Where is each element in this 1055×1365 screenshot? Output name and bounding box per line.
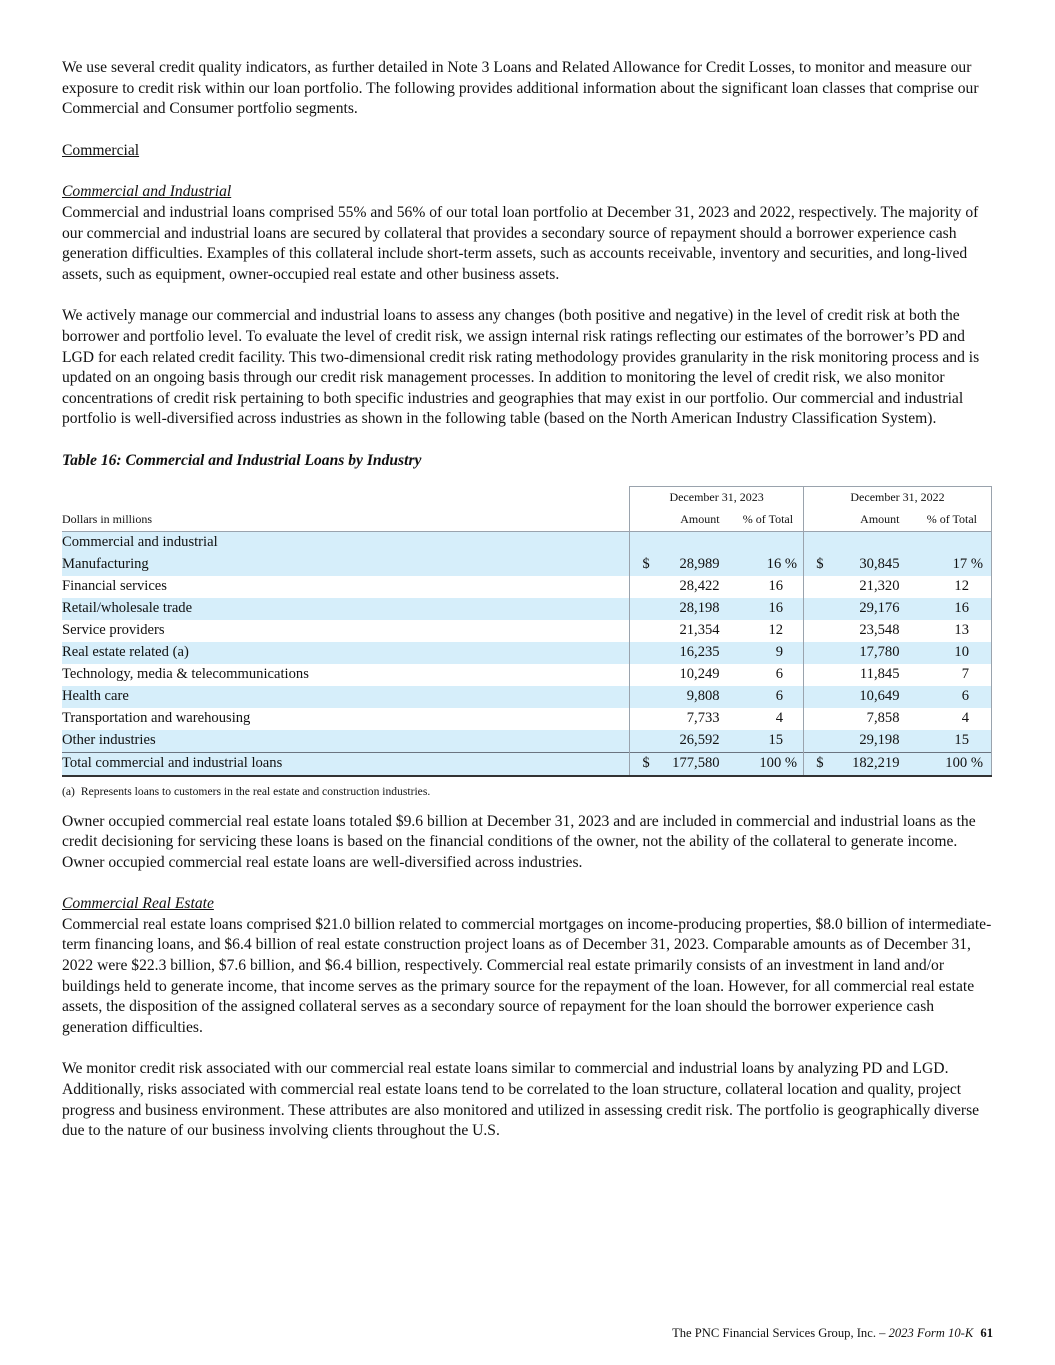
pct-2023: 6: [775, 666, 784, 682]
amount-2023: 16,235: [650, 642, 720, 664]
pct-2023-header: % of Total: [720, 509, 804, 532]
amount-2022: 7,858: [866, 710, 900, 726]
pct-2022: 4: [900, 708, 992, 730]
pct-2022: 10: [900, 642, 992, 664]
commercial-heading: Commercial: [62, 141, 140, 159]
ci-paragraph-2: We actively manage our commercial and industrial loans to assess any changes (both positive and negative) in the level of credit risk at both the borrower and portfolio level. To evaluate the level of credit risk, we assign internal risk ratings reflecting our estimates of the borrower’s PD and LGD for each related credit facility. This two-dimensional credit risk rating methodology provides granularity in the risk monitoring process and is updated on an ongoing basis through our credit risk management processes. In addition to monitoring the level of credit risk, we also monitor concentrations of credit risk pertaining to both specific industries and geographies that may exist in our portfolio. Our commercial and industrial portfolio is well-diversified across industries as shown in the following table (based on the North American Industry Classification System).: [62, 307, 980, 428]
amount-2022: 21,320: [859, 578, 900, 594]
ci-paragraph-1: Commercial and industrial loans comprised 55% and 56% of our total loan portfolio at December 31, 2023 and 2022, respectively. The majority of our commercial and industrial loans are secured by collateral that provides a secondary source of repayment should a borrower experience cash generation difficulties. Examples of this collateral include short-term assets, such as accounts receivable, inventory and securities, and long-lived assets, such as equipment, owner-occupied real estate and other business assets.: [62, 203, 979, 283]
amount-2022: 23,548: [859, 622, 900, 638]
table-caption: Table 16: Commercial and Industrial Loans by Industry: [62, 451, 422, 469]
currency-2022: [804, 664, 824, 686]
amount-2023: 26,592: [650, 730, 720, 753]
total-currency-2022: $: [804, 752, 824, 776]
currency-2022: [804, 598, 824, 620]
ci-heading: Commercial and Industrial: [62, 183, 232, 201]
pct-2023: 4: [775, 710, 784, 726]
currency-2022: [804, 686, 824, 708]
currency-2023: [630, 576, 650, 598]
ci-loans-table: [62, 486, 992, 777]
pct-2022: 16: [900, 598, 992, 620]
total-currency-2023: $: [630, 752, 650, 776]
currency-2023: [630, 620, 650, 642]
currency-2023: [630, 664, 650, 686]
table-row: [62, 554, 992, 576]
total-pct-2022: 100 %: [900, 752, 992, 776]
pct-2023: 16: [720, 598, 804, 620]
owner-occupied-paragraph: Owner occupied commercial real estate loans totaled $9.6 billion at December 31, 2023 and are included in commercial and industrial loans as the credit decisioning for servicing these loans is based on the financial conditions of the owner, not the ability of the collateral to generate income. Owner occupied commercial real estate loans are well-diversified across industries.: [62, 812, 976, 871]
pct-2023: 16: [768, 578, 784, 594]
row-label: Financial services: [62, 578, 167, 594]
pct-2023: 15: [720, 730, 804, 753]
pct-2023: 16 %: [720, 554, 804, 576]
units-label: Dollars in millions: [62, 509, 630, 532]
footer-form: 2023 Form 10-K: [888, 1326, 974, 1340]
currency-2023: [630, 730, 650, 753]
table-row: [62, 642, 992, 664]
pct-2022: 12: [900, 576, 992, 598]
table-footnote: [62, 785, 994, 798]
amount-2023: 28,422: [679, 578, 720, 594]
currency-2022: $: [804, 554, 824, 576]
amount-2023: 21,354: [679, 622, 720, 638]
pct-2022: 13: [900, 620, 992, 642]
row-label: Health care: [62, 686, 630, 708]
amount-2022: 29,176: [824, 598, 900, 620]
amount-2022: 17,780: [824, 642, 900, 664]
total-amount-2023: 177,580: [650, 752, 720, 776]
pct-2022: 15: [900, 730, 992, 753]
table-row: [62, 730, 992, 753]
table-body: [62, 554, 992, 753]
total-label: Total commercial and industrial loans: [62, 752, 630, 776]
page-footer: [672, 1326, 993, 1341]
total-pct-2023: 100 %: [720, 752, 804, 776]
amount-2022: 29,198: [824, 730, 900, 753]
row-label: Other industries: [62, 730, 630, 753]
amount-2022: 11,845: [859, 666, 900, 682]
currency-2023: $: [630, 554, 650, 576]
amount-2022-header: Amount: [824, 509, 900, 532]
table-row: [62, 598, 992, 620]
currency-2022: [804, 576, 824, 598]
pct-2023: 9: [720, 642, 804, 664]
row-label: Technology, media & telecommunications: [62, 666, 309, 682]
row-label: Retail/wholesale trade: [62, 598, 630, 620]
section-label: Commercial and industrial: [62, 531, 630, 554]
table-row: [62, 664, 992, 686]
total-row: [62, 752, 992, 776]
currency-2022: [804, 620, 824, 642]
table-row: [62, 576, 992, 598]
table-row: [62, 620, 992, 642]
period-2023-header: December 31, 2023: [630, 486, 804, 509]
currency-2022: [804, 730, 824, 753]
intro-paragraph: We use several credit quality indicators, as further detailed in Note 3 Loans and Related Allowance for Credit Losses, to monitor and measure our exposure to credit risk within our loan portfolio. The following provides additional information about the significant loan classes that comprise our Commercial and Consumer portfolio segments.: [62, 59, 979, 118]
document-page: [62, 58, 994, 1142]
period-2022-header: December 31, 2022: [804, 486, 992, 509]
currency-2022: [804, 642, 824, 664]
column-header-row: [62, 509, 992, 532]
pct-2022: 7: [900, 664, 992, 686]
cre-paragraph-1: Commercial real estate loans comprised $21.0 billion related to commercial mortgages on income-producing properties, $8.0 billion of intermediate-term financing loans, and $6.4 billion of real estate construction project loans as of December 31, 2023. Comparable amounts as of December 31, 2022 were $22.3 billion, $7.6 billion, and $6.4 billion, respectively. Commercial real estate primarily consists of an investment in land and/or buildings held to generate income, that income serves as the primary source for the repayment of the loan. However, for all commercial real estate assets, the disposition of the assigned collateral serves as a secondary source of repayment for the loan should the borrower experience cash generation difficulties.: [62, 915, 992, 1036]
amount-2022: 30,845: [824, 554, 900, 576]
page-number: 61: [980, 1326, 993, 1340]
pct-2022-header: % of Total: [900, 509, 992, 532]
cre-heading: Commercial Real Estate: [62, 895, 214, 913]
pct-2022: 6: [900, 686, 992, 708]
amount-2023: 28,198: [650, 598, 720, 620]
footnote-text: Represents loans to customers in the real estate and construction industries.: [80, 784, 431, 798]
currency-2023: [630, 686, 650, 708]
amount-2023: 10,249: [679, 666, 720, 682]
table-row: [62, 686, 992, 708]
table-row: [62, 708, 992, 730]
amount-2022: 10,649: [824, 686, 900, 708]
row-label: Real estate related (a): [62, 642, 630, 664]
row-label: Service providers: [62, 622, 165, 638]
total-amount-2022: 182,219: [824, 752, 900, 776]
currency-2022: [804, 708, 824, 730]
pct-2022: 17 %: [900, 554, 992, 576]
amount-2023: 28,989: [650, 554, 720, 576]
amount-2023: 9,808: [650, 686, 720, 708]
currency-2023: [630, 598, 650, 620]
row-label: Manufacturing: [62, 554, 630, 576]
footnote-key: (a): [62, 784, 75, 798]
cre-paragraph-2: We monitor credit risk associated with our commercial real estate loans similar to commercial and industrial loans by analyzing PD and LGD. Additionally, risks associated with commercial real estate loans tend to be correlated to the loan structure, collateral location and quality, project progress and business environment. These attributes are also monitored and utilized in assessing credit risk. The portfolio is geographically diverse due to the nature of our business involving clients throughout the U.S.: [62, 1060, 980, 1140]
amount-2023: 7,733: [686, 710, 720, 726]
amount-2023-header: Amount: [650, 509, 720, 532]
pct-2023: 6: [720, 686, 804, 708]
pct-2023: 12: [768, 622, 784, 638]
period-header-row: [62, 486, 992, 509]
row-label: Transportation and warehousing: [62, 710, 251, 726]
section-row: [62, 531, 992, 554]
currency-2023: [630, 708, 650, 730]
currency-2023: [630, 642, 650, 664]
footer-company: The PNC Financial Services Group, Inc. –: [672, 1326, 886, 1340]
